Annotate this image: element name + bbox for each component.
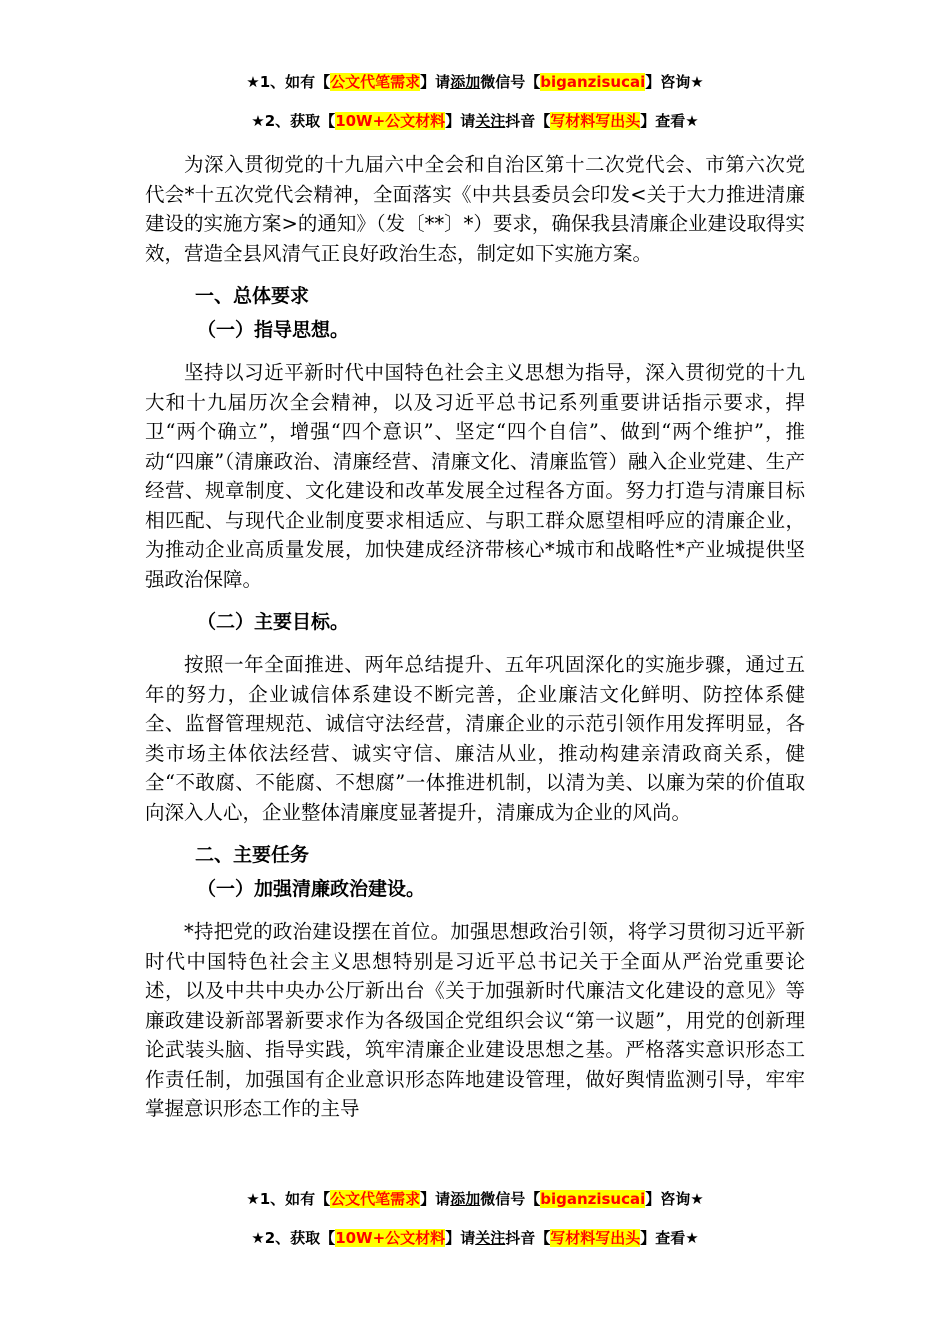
banner-text: 】请 — [420, 73, 451, 91]
banner-text: ★2、获取【 — [251, 1229, 336, 1247]
douyin-id-highlight: 写材料写出头 — [550, 112, 641, 130]
subsection-heading-political-building: （一）加强清廉政治建设。 — [197, 878, 426, 900]
douyin-id-highlight: 写材料写出头 — [550, 1229, 641, 1247]
banner-emphasis: 关注 — [475, 112, 506, 130]
banner-text: 微信号【 — [480, 73, 541, 91]
banner-text: ★1、如有【 — [246, 1190, 331, 1208]
banner-emphasis: 添加 — [450, 73, 481, 91]
banner-text: 】查看★ — [640, 1229, 699, 1247]
bottom-banner-line-1 — [0, 1188, 950, 1210]
document-body — [145, 150, 805, 1124]
subsection-heading-guiding-ideology: （一）指导思想。 — [197, 319, 350, 341]
banner-text: 抖音【 — [505, 1229, 551, 1247]
wechat-id-highlight: biganzisucai — [540, 73, 646, 91]
top-banner-line-2 — [0, 110, 950, 132]
banner-text: ★1、如有【 — [246, 73, 331, 91]
banner-text: 】请 — [445, 1229, 476, 1247]
wechat-id-highlight: biganzisucai — [540, 1190, 646, 1208]
political-building-paragraph: *持把党的政治建设摆在首位。加强思想政治引领，将学习贯彻习近平新时代中国特色社会主义思想特别是习近平总书记关于全面从严治党重要论述，以及中共中央办公厅新出台《关于加强新时代廉洁文化建设的意见》等廉政建设新部署新要求作为各级国企党组织会议“第一议题”，用党的创新理论武装头脑、指导实践，筑牢清廉企业建设思想之基。严格落实意识形态工作责任制，加强国有企业意识形态阵地建设管理，做好舆情监测引导，牢牢掌握意识形态工作的主导 — [145, 920, 805, 1120]
subsection-heading-main-goals: （二）主要目标。 — [197, 611, 350, 633]
banner-text: 】查看★ — [640, 112, 699, 130]
banner-text: 微信号【 — [480, 1190, 541, 1208]
banner-text: 抖音【 — [505, 112, 551, 130]
main-goals-paragraph: 按照一年全面推进、两年总结提升、五年巩固深化的实施步骤，通过五年的努力，企业诚信体系建设不断完善，企业廉洁文化鲜明、防控体系健全、监督管理规范、诚信守法经营，清廉企业的示范引领作用发挥明显，各类市场主体依法经营、诚实守信、廉洁从业，推动构建亲清政商关系，健全“不敢腐、不能腐、不想腐”一体推进机制，以清为美、以廉为荣的价值取向深入人心，企业整体清廉度显著提升，清廉成为企业的风尚。 — [145, 653, 805, 824]
banner-text: 】咨询★ — [645, 73, 704, 91]
banner-highlight: 公文代笔需求 — [330, 73, 421, 91]
banner-highlight: 10W+公文材料 — [335, 112, 446, 130]
section-heading-main-tasks: 二、主要任务 — [195, 844, 310, 866]
intro-paragraph: 为深入贯彻党的十九届六中全会和自治区第十二次党代会、市第六次党代会*十五次党代会精神，全面落实《中共县委员会印发<关于大力推进清廉建设的实施方案>的通知》（发〔**〕*）要求，确保我县清廉企业建设取得实效，营造全县风清气正良好政治生态，制定如下实施方案。 — [145, 153, 805, 265]
banner-text: 】咨询★ — [645, 1190, 704, 1208]
banner-emphasis: 关注 — [475, 1229, 506, 1247]
bottom-banner-line-2 — [0, 1227, 950, 1249]
banner-text: ★2、获取【 — [251, 112, 336, 130]
banner-highlight: 公文代笔需求 — [330, 1190, 421, 1208]
banner-text: 】请 — [445, 112, 476, 130]
banner-text: 】请 — [420, 1190, 451, 1208]
guiding-ideology-paragraph: 坚持以习近平新时代中国特色社会主义思想为指导，深入贯彻党的十九大和十九届历次全会精神，以及习近平总书记系列重要讲话指示要求，捍卫“两个确立”，增强“四个意识”、坚定“四个自信”、做到“两个维护”，推动“四廉”（清廉政治、清廉经营、清廉文化、清廉监管）融入企业党建、生产经营、规章制度、文化建设和改革发展全过程各方面。努力打造与清廉目标相匹配、与现代企业制度要求相适应、与职工群众愿望相呼应的清廉企业，为推动企业高质量发展，加快建成经济带核心*城市和战略性*产业城提供坚强政治保障。 — [145, 361, 805, 591]
top-banner-line-1 — [0, 71, 950, 93]
banner-highlight: 10W+公文材料 — [335, 1229, 446, 1247]
section-heading-general-requirements: 一、总体要求 — [195, 285, 310, 307]
banner-emphasis: 添加 — [450, 1190, 481, 1208]
